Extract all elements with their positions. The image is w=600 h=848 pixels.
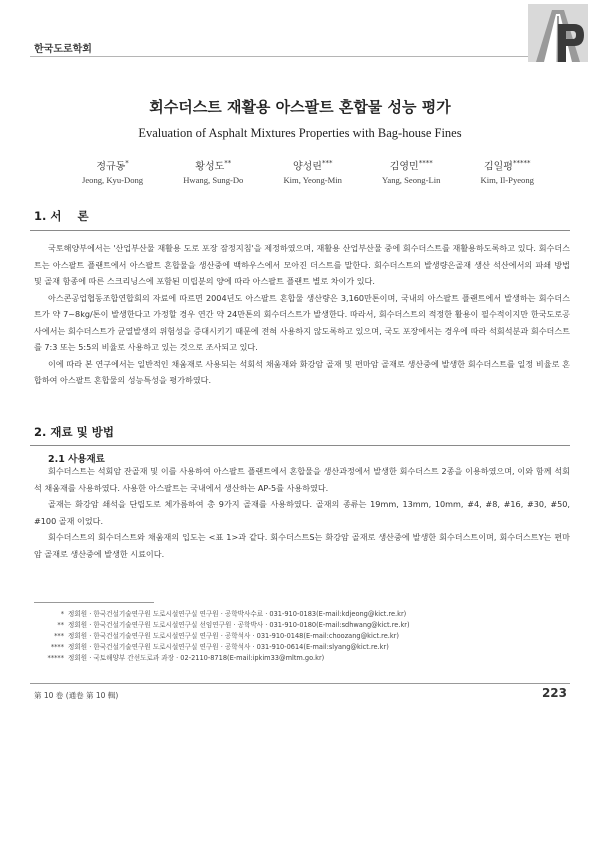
paper-title-korean: 회수더스트 재활용 아스팔트 혼합물 성능 평가: [149, 98, 451, 116]
author-mark: ****: [418, 159, 433, 167]
header-divider: [30, 56, 570, 57]
author-name-en: Yang, Seong-Lin: [382, 175, 441, 186]
footnote-text: 정회원 · 한국건설기술연구원 도로시설연구실 선임연구원 · 공학박사 · 031-910-0180(E-mail:sdhwang@kict.re.kr): [68, 621, 410, 630]
paragraph: 이에 따라 본 연구에서는 일반적인 채움재로 사용되는 석회석 채움재와 화강암 골재 및 편마암 골재로 생산중에 발생한 회수더스트를 일정 비율로 혼합하여 아스팔트 혼합물의 성능특성을 평가하였다.: [34, 358, 570, 385]
section-divider: [30, 445, 570, 446]
footnote-mark: *****: [47, 654, 64, 663]
footnote-list: [34, 609, 574, 664]
paragraph: 회수더스트는 석회암 잔골재 및 이를 사용하여 아스팔트 플랜트에서 혼합물을 생산과정에서 발생한 회수더스트 2종을 이용하였으며, 이와 함께 석회석 채움재를 사용하였다. 사용한 아스팔트는 국내에서 생산하는 AP-5를 사용하였다.: [34, 466, 570, 493]
page-number: 223: [541, 686, 567, 700]
footnote-divider: [34, 602, 154, 603]
subsection-heading-materials: 2.1 사용재료: [48, 454, 105, 465]
author-name-en: Kim, Yeong-Min: [283, 175, 342, 186]
footnote-mark: ****: [50, 643, 64, 652]
paper-title-english: Evaluation of Asphalt Mixtures Properties with Bag-house Fines: [138, 126, 462, 140]
footnote: [34, 653, 574, 664]
author-name-kr: 양성린: [292, 161, 322, 173]
footnote-mark: **: [57, 621, 64, 630]
author-name-en: Kim, Il-Pyeong: [480, 175, 534, 186]
author: [283, 156, 342, 187]
author-mark: ***: [321, 159, 333, 167]
paragraph: 골재는 화강암 쇄석을 단립도로 체가름하여 총 9가지 골재를 사용하였다. 골재의 종류는 19mm, 13mm, 10mm, #4, #8, #16, #30, #50, #100 골재 이었다.: [34, 499, 570, 526]
journal-logo-icon: [528, 4, 588, 62]
paragraph: 회수더스트의 회수더스트와 채움재의 입도는 <표 1>과 같다. 회수더스트S는 화강암 골재로 생산중에 발생한 회수더스트이며, 회수더스트Y는 편마암 골재로 생산중에 발생한 시료이다.: [34, 532, 570, 559]
author-name-en: Hwang, Sung-Do: [183, 175, 244, 186]
footer-divider: [30, 683, 570, 684]
footnote-text: 정회원 · 국토해양부 간선도로과 과장 · 02-2110-8718(E-mail:ipkim33@mltm.go.kr): [68, 654, 325, 663]
author-name-kr: 정규동: [96, 161, 126, 173]
author-mark: *****: [512, 159, 531, 167]
society-name: 한국도로학회: [34, 44, 92, 55]
volume-info: 第 10 卷 (通卷 第 10 輯): [34, 691, 119, 700]
section-divider: [30, 230, 570, 231]
section-heading-materials-methods: 2. 재료 및 방법: [34, 425, 114, 439]
journal-header: [0, 0, 600, 70]
footnote-text: 정회원 · 한국건설기술연구원 도로시설연구실 연구원 · 공학석사 · 031-910-0148(E-mail:choozang@kict.re.kr): [68, 632, 399, 641]
section-heading-introduction: 1. 서 론: [34, 209, 89, 223]
footnote-mark: ***: [54, 632, 64, 641]
paragraph: 아스콘공업협동조합연합회의 자료에 따르면 2004년도 아스팔트 혼합물 생산량은 3,160만톤이며, 국내의 아스팔트 플랜트에서 발생하는 회수더스트가 약 7~8kg/톤이 발생한다고 가정할 경우 연간 약 24만톤의 회수더스트가 발생한다. 따라서, 회수더스트의 적정한 활용이 필수적이지만 한국도로공사에서는 회수더스트가 균열발생의 위험성을 증대시키기 때문에 전혀 사용하지 않도록하고 있으며, 국도 포장에서는 경우에 따라 석회석분과 회수더스트를 7:3 또는 5:5의 비율로 사용하고 있는 것으로 조사되고 있다.: [34, 292, 570, 352]
author-list: [82, 156, 534, 187]
footnote: [34, 631, 574, 642]
author-name-kr: 김영민: [389, 161, 419, 173]
author-mark: *: [125, 159, 129, 167]
footnote: [34, 620, 574, 631]
author-mark: **: [224, 159, 232, 167]
author-name-en: Jeong, Kyu-Dong: [82, 175, 144, 186]
author-name-kr: 김일평: [483, 161, 513, 173]
materials-body: [34, 463, 570, 562]
footnote: [34, 642, 574, 653]
footnote: [34, 609, 574, 620]
author: [382, 156, 440, 187]
author-name-kr: 황성도: [195, 161, 225, 173]
author: [183, 156, 243, 187]
footnote-text: 정회원 · 한국건설기술연구원 도로시설연구실 연구원 · 공학박사수료 · 031-910-0183(E-mail:kdjeong@kict.re.kr): [68, 610, 407, 618]
author: [82, 156, 143, 187]
paragraph: 국토해양부에서는 '산업부산물 재활용 도로 포장 잠정지침'을 제정하였으며, 재활용 산업부산물 중에 회수더스트를 재활용하도록하고 있다. 회수더스트는 아스팔트 플랜트에서 아스팔트 혼합물을 생산중에 백하우스에서 모아진 더스트를 말한다. 회수더스트의 발생량은골재 생산 석산에서의 파쇄 방법 및 골재 함종에 따른 스크리닝스에 포함된 미립분의 양에 따라 아스팔트 플랜트 별로 차이가 있다.: [34, 243, 570, 286]
footnote-mark: *: [60, 610, 64, 618]
introduction-body: [34, 240, 570, 389]
author: [480, 156, 533, 187]
footnote-text: 정회원 · 한국건설기술연구원 도로시설연구실 연구원 · 공학석사 · 031-910-0614(E-mail:slyang@kict.re.kr): [68, 643, 389, 652]
